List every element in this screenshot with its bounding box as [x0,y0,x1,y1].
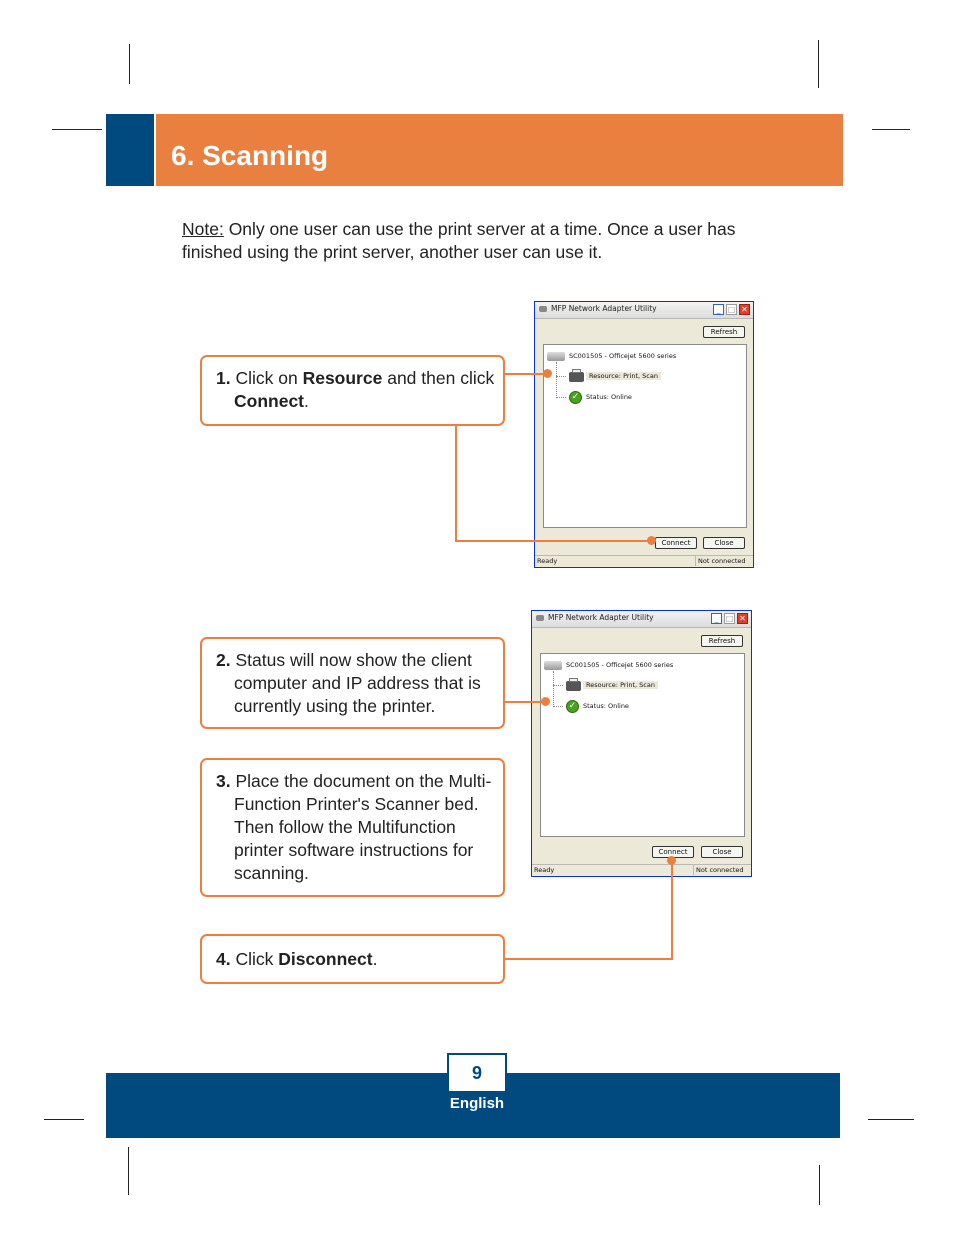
crop-mark [44,1119,84,1120]
tree-connector [556,397,566,398]
footer-language: English [449,1095,505,1112]
connect-label: Connect [661,539,691,547]
page-number: 9 [447,1053,507,1093]
online-check-icon: ✓ [566,700,579,713]
online-check-icon: ✓ [569,391,582,404]
note-paragraph [182,218,742,264]
close-window-button[interactable]: ✕ [737,613,748,624]
resource-node[interactable]: Resource: Print, Scan [583,681,658,689]
utility-window-1 [534,301,754,568]
status-node[interactable]: Status: Online [583,702,629,710]
step-number: 2. [216,650,231,670]
status-connection: Not connected [696,866,744,874]
refresh-button[interactable] [701,635,743,647]
statusbar-divider [695,556,696,566]
close-button[interactable] [701,846,743,858]
page-title: 6. Scanning [171,140,329,171]
tree-connector [553,671,554,707]
printer-icon [569,372,584,382]
device-node[interactable]: SC001505 - Officejet 5600 series [566,661,674,669]
connect-label: Connect [658,848,688,856]
refresh-label: Refresh [710,328,738,336]
step-text: currently using the printer. [234,696,436,716]
step-text: Status will now show the client [230,650,472,670]
callout-connector [671,862,673,960]
connector-dot [647,536,656,545]
connect-button[interactable] [655,537,697,549]
connector-dot [543,369,552,378]
step-text: . [304,391,309,411]
note-text: Only one user can use the print server at a time. Once a user has finished using the print server, another user can use it. [182,219,736,262]
note-label: Note: [182,219,224,239]
printer-icon [566,681,581,691]
status-node[interactable]: Status: Online [586,393,632,401]
maximize-button[interactable]: □ [727,305,736,314]
computer-icon [547,352,565,361]
step-keyword: Disconnect [278,949,373,969]
step-3-callout [200,758,505,897]
refresh-label: Refresh [708,637,736,645]
refresh-button[interactable] [703,326,745,338]
device-tree-pane[interactable] [540,653,745,837]
crop-mark [872,129,910,130]
crop-mark [52,129,102,130]
step-number: 1. [216,368,231,388]
minimize-button[interactable]: _ [711,613,722,624]
window-statusbar [532,864,751,876]
status-connection: Not connected [698,557,746,565]
connector-dot [667,856,676,865]
step-number: 4. [216,949,231,969]
device-node[interactable]: SC001505 - Officejet 5600 series [569,352,677,360]
crop-mark [129,44,130,84]
window-title: MFP Network Adapter Utility [551,304,657,313]
close-label: Close [712,848,732,856]
tree-connector [556,376,566,377]
minimize-button[interactable]: _ [713,304,724,315]
statusbar-divider [693,865,694,875]
callout-connector [505,373,547,375]
tree-connector [556,362,557,398]
step-text: computer and IP address that is [234,673,481,693]
maximize-button[interactable]: □ [725,614,734,623]
tree-connector [553,706,563,707]
crop-mark [128,1147,129,1195]
crop-mark [868,1119,914,1120]
crop-mark [819,1165,820,1205]
app-icon [539,306,547,312]
step-text: scanning. [234,863,309,883]
window-statusbar [535,555,753,567]
step-2-callout [200,637,505,729]
close-button[interactable] [703,537,745,549]
step-text: Then follow the Multifunction [234,817,456,837]
step-text: Function Printer's Scanner bed. [234,794,479,814]
window-titlebar [535,302,753,319]
callout-connector [455,540,651,542]
close-label: Close [714,539,734,547]
step-1-callout [200,355,505,426]
app-icon [536,615,544,621]
window-titlebar [532,611,751,628]
step-4-callout [200,934,505,984]
callout-connector [455,426,457,542]
utility-window-2 [531,610,752,877]
callout-connector [505,701,545,703]
step-text: printer software instructions for [234,840,474,860]
step-text: . [372,949,378,969]
resource-node[interactable]: Resource: Print, Scan [586,372,661,380]
status-ready: Ready [534,866,555,874]
computer-icon [544,661,562,670]
step-text: Click on [230,368,303,388]
window-title: MFP Network Adapter Utility [548,613,654,622]
step-text: Place the document on the Multi- [230,771,492,791]
step-number: 3. [216,771,231,791]
status-ready: Ready [537,557,558,565]
header-side-block [106,114,154,186]
connector-dot [541,697,550,706]
device-tree-pane[interactable] [543,344,747,528]
tree-connector [553,685,563,686]
crop-mark [818,40,819,88]
step-text: and then click [382,368,495,388]
step-keyword: Connect [234,391,304,411]
close-window-button[interactable]: ✕ [739,304,750,315]
callout-connector [505,958,673,960]
step-text: Click [230,949,279,969]
step-keyword: Resource [302,368,383,388]
